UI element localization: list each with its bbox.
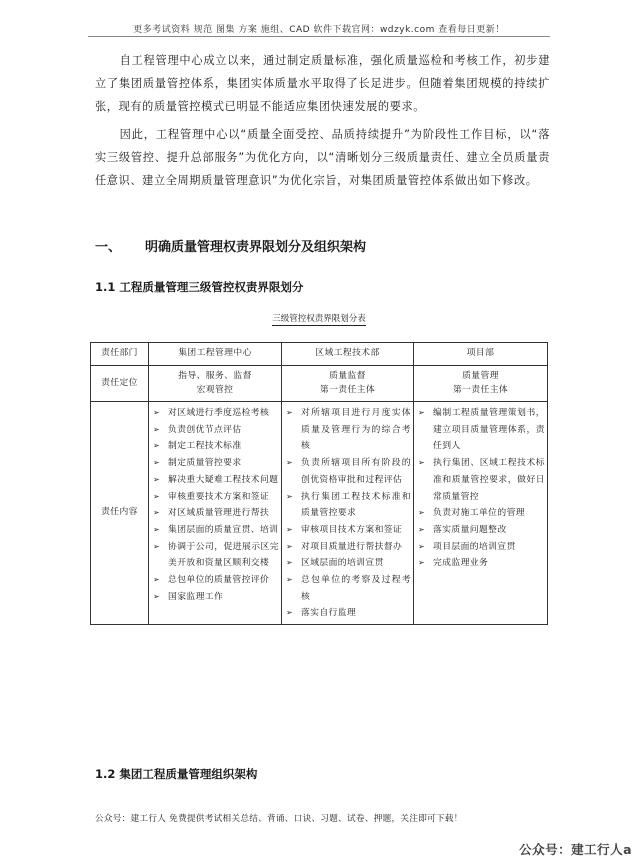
page-footer: 公众号：建工行人 免费提供考试相关总结、背诵、口诀、习题、试卷、押题，关注即可下载！ xyxy=(95,814,463,824)
responsibility-item: ➢ 编制工程质量管理策划书，建立项目质量管理体系，责任到人 xyxy=(416,405,545,455)
header-rule xyxy=(88,36,550,37)
intro-paragraph-2: 因此，工程管理中心以“质量全面受控、品质持续提升”为阶段性工作目标，以“落实三级管控、提升总部服务”为优化方向，以“清晰划分三级质量责任、建立全员质量责任意识、建立全周期质量管理意识”为优化宗旨，对集团质量管控体系做出如下修改。 xyxy=(95,128,550,187)
page-header: 更多考试资料 规范 图集 方案 施组、CAD 软件下载官网：wdzyk.com 查看每日更新！ xyxy=(133,25,505,35)
section-1-2-heading: 1.2 集团工程质量管理组织架构 xyxy=(95,767,258,781)
content-col2-list xyxy=(284,405,411,622)
responsibility-item: ➢ 对所辖项目进行月度实体质量及管理行为的综合考核 xyxy=(284,405,411,455)
position-label-cell: 责任定位 xyxy=(91,366,149,402)
responsibility-item: ➢ 对项目质量进行帮扶督办 xyxy=(284,539,411,556)
table-content-row xyxy=(91,402,548,625)
table-caption xyxy=(0,312,638,324)
responsibility-item: ➢ 执行集团、区域工程技术标准和质量管控要求，做好日常质量管控 xyxy=(416,455,545,505)
header-col2-cell: 区域工程技术部 xyxy=(282,343,414,366)
position-col1-cell xyxy=(149,366,282,402)
header-col3-cell: 项目部 xyxy=(414,343,548,366)
responsibility-item: ➢ 总包单位的质量管控评价 xyxy=(151,572,279,589)
responsibility-item: ➢ 负责创优节点评估 xyxy=(151,422,279,439)
responsibility-item: ➢ 总包单位的考察及过程考核 xyxy=(284,572,411,605)
responsibility-item: ➢ 执行集团工程技术标准和质量管控要求 xyxy=(284,489,411,522)
position-col2-line1: 质量监督 xyxy=(329,371,366,381)
header-label-cell: 责任部门 xyxy=(91,343,149,366)
header-col1-cell: 集团工程管理中心 xyxy=(149,343,282,366)
responsibility-item: ➢ 协调于公司，促进展示区完美开放和资量区顺利交楼 xyxy=(151,539,279,572)
responsibility-item: ➢ 项目层面的培训宣贯 xyxy=(416,539,545,556)
responsibility-item: ➢ 落实质量问题整改 xyxy=(416,522,545,539)
content-col3-cell xyxy=(414,402,548,625)
responsibility-item: ➢ 国家监理工作 xyxy=(151,589,279,606)
position-col2-cell xyxy=(282,366,414,402)
content-col2-cell xyxy=(282,402,414,625)
position-col3-line1: 质量管理 xyxy=(462,371,499,381)
position-col1-line1: 指导、服务、监督 xyxy=(178,371,252,381)
responsibility-item: ➢ 审核重要技术方案和签证 xyxy=(151,489,279,506)
responsibility-item: ➢ 落实自行监理 xyxy=(284,605,411,622)
section-1-heading xyxy=(95,236,550,255)
responsibility-item: ➢ 完成监理业务 xyxy=(416,555,545,572)
content-col1-list xyxy=(151,405,279,605)
responsibility-table xyxy=(90,342,548,625)
responsibility-item: ➢ 区域层面的培训宣贯 xyxy=(284,555,411,572)
position-col3-line2: 第一责任主体 xyxy=(452,384,509,395)
section-1-1-heading: 1.1 工程质量管理三级管控权责界限划分 xyxy=(95,280,304,294)
responsibility-item: ➢ 对区域进行季度巡检考核 xyxy=(151,405,279,422)
responsibility-item: ➢ 制定工程技术标准 xyxy=(151,438,279,455)
position-col3-cell xyxy=(414,366,548,402)
position-col2-line2: 第一责任主体 xyxy=(319,384,376,395)
content-label-cell: 责任内容 xyxy=(91,402,149,625)
watermark: 公众号：建工行人a xyxy=(519,842,632,857)
responsibility-item: ➢ 集团层面的质量宣贯、培训 xyxy=(151,522,279,539)
table-header-row xyxy=(91,343,548,366)
responsibility-item: ➢ 负责所辖项目所有阶段的创优资格审批和过程评估 xyxy=(284,455,411,488)
responsibility-item: ➢ 审核项目技术方案和签证 xyxy=(284,522,411,539)
section-1-title: 明确质量管理权责界限划分及组织架构 xyxy=(145,240,367,255)
position-col1-line2: 宏观管控 xyxy=(196,384,234,395)
responsibility-item: ➢ 制定质量管控要求 xyxy=(151,455,279,472)
responsibility-item: ➢ 负责对施工单位的管理 xyxy=(416,505,545,522)
content-col3-list xyxy=(416,405,545,572)
intro-paragraph-1: 自工程管理中心成立以来，通过制定质量标准，强化质量巡检和考核工作，初步建立了集团质量管控体系，集团实体质量水平取得了长足进步。但随着集团规模的持续扩张，现有的质量管控模式已明显不能适应集团快速发展的要求。 xyxy=(95,54,550,113)
table-position-row xyxy=(91,366,548,402)
section-1-number: 一、 xyxy=(95,240,122,255)
responsibility-item: ➢ 解决重大疑难工程技术问题 xyxy=(151,472,279,489)
responsibility-item: ➢ 对区域质量管理进行帮扶 xyxy=(151,505,279,522)
table-caption-text: 三级管控权责界限划分表 xyxy=(272,314,366,324)
content-col1-cell xyxy=(149,402,282,625)
